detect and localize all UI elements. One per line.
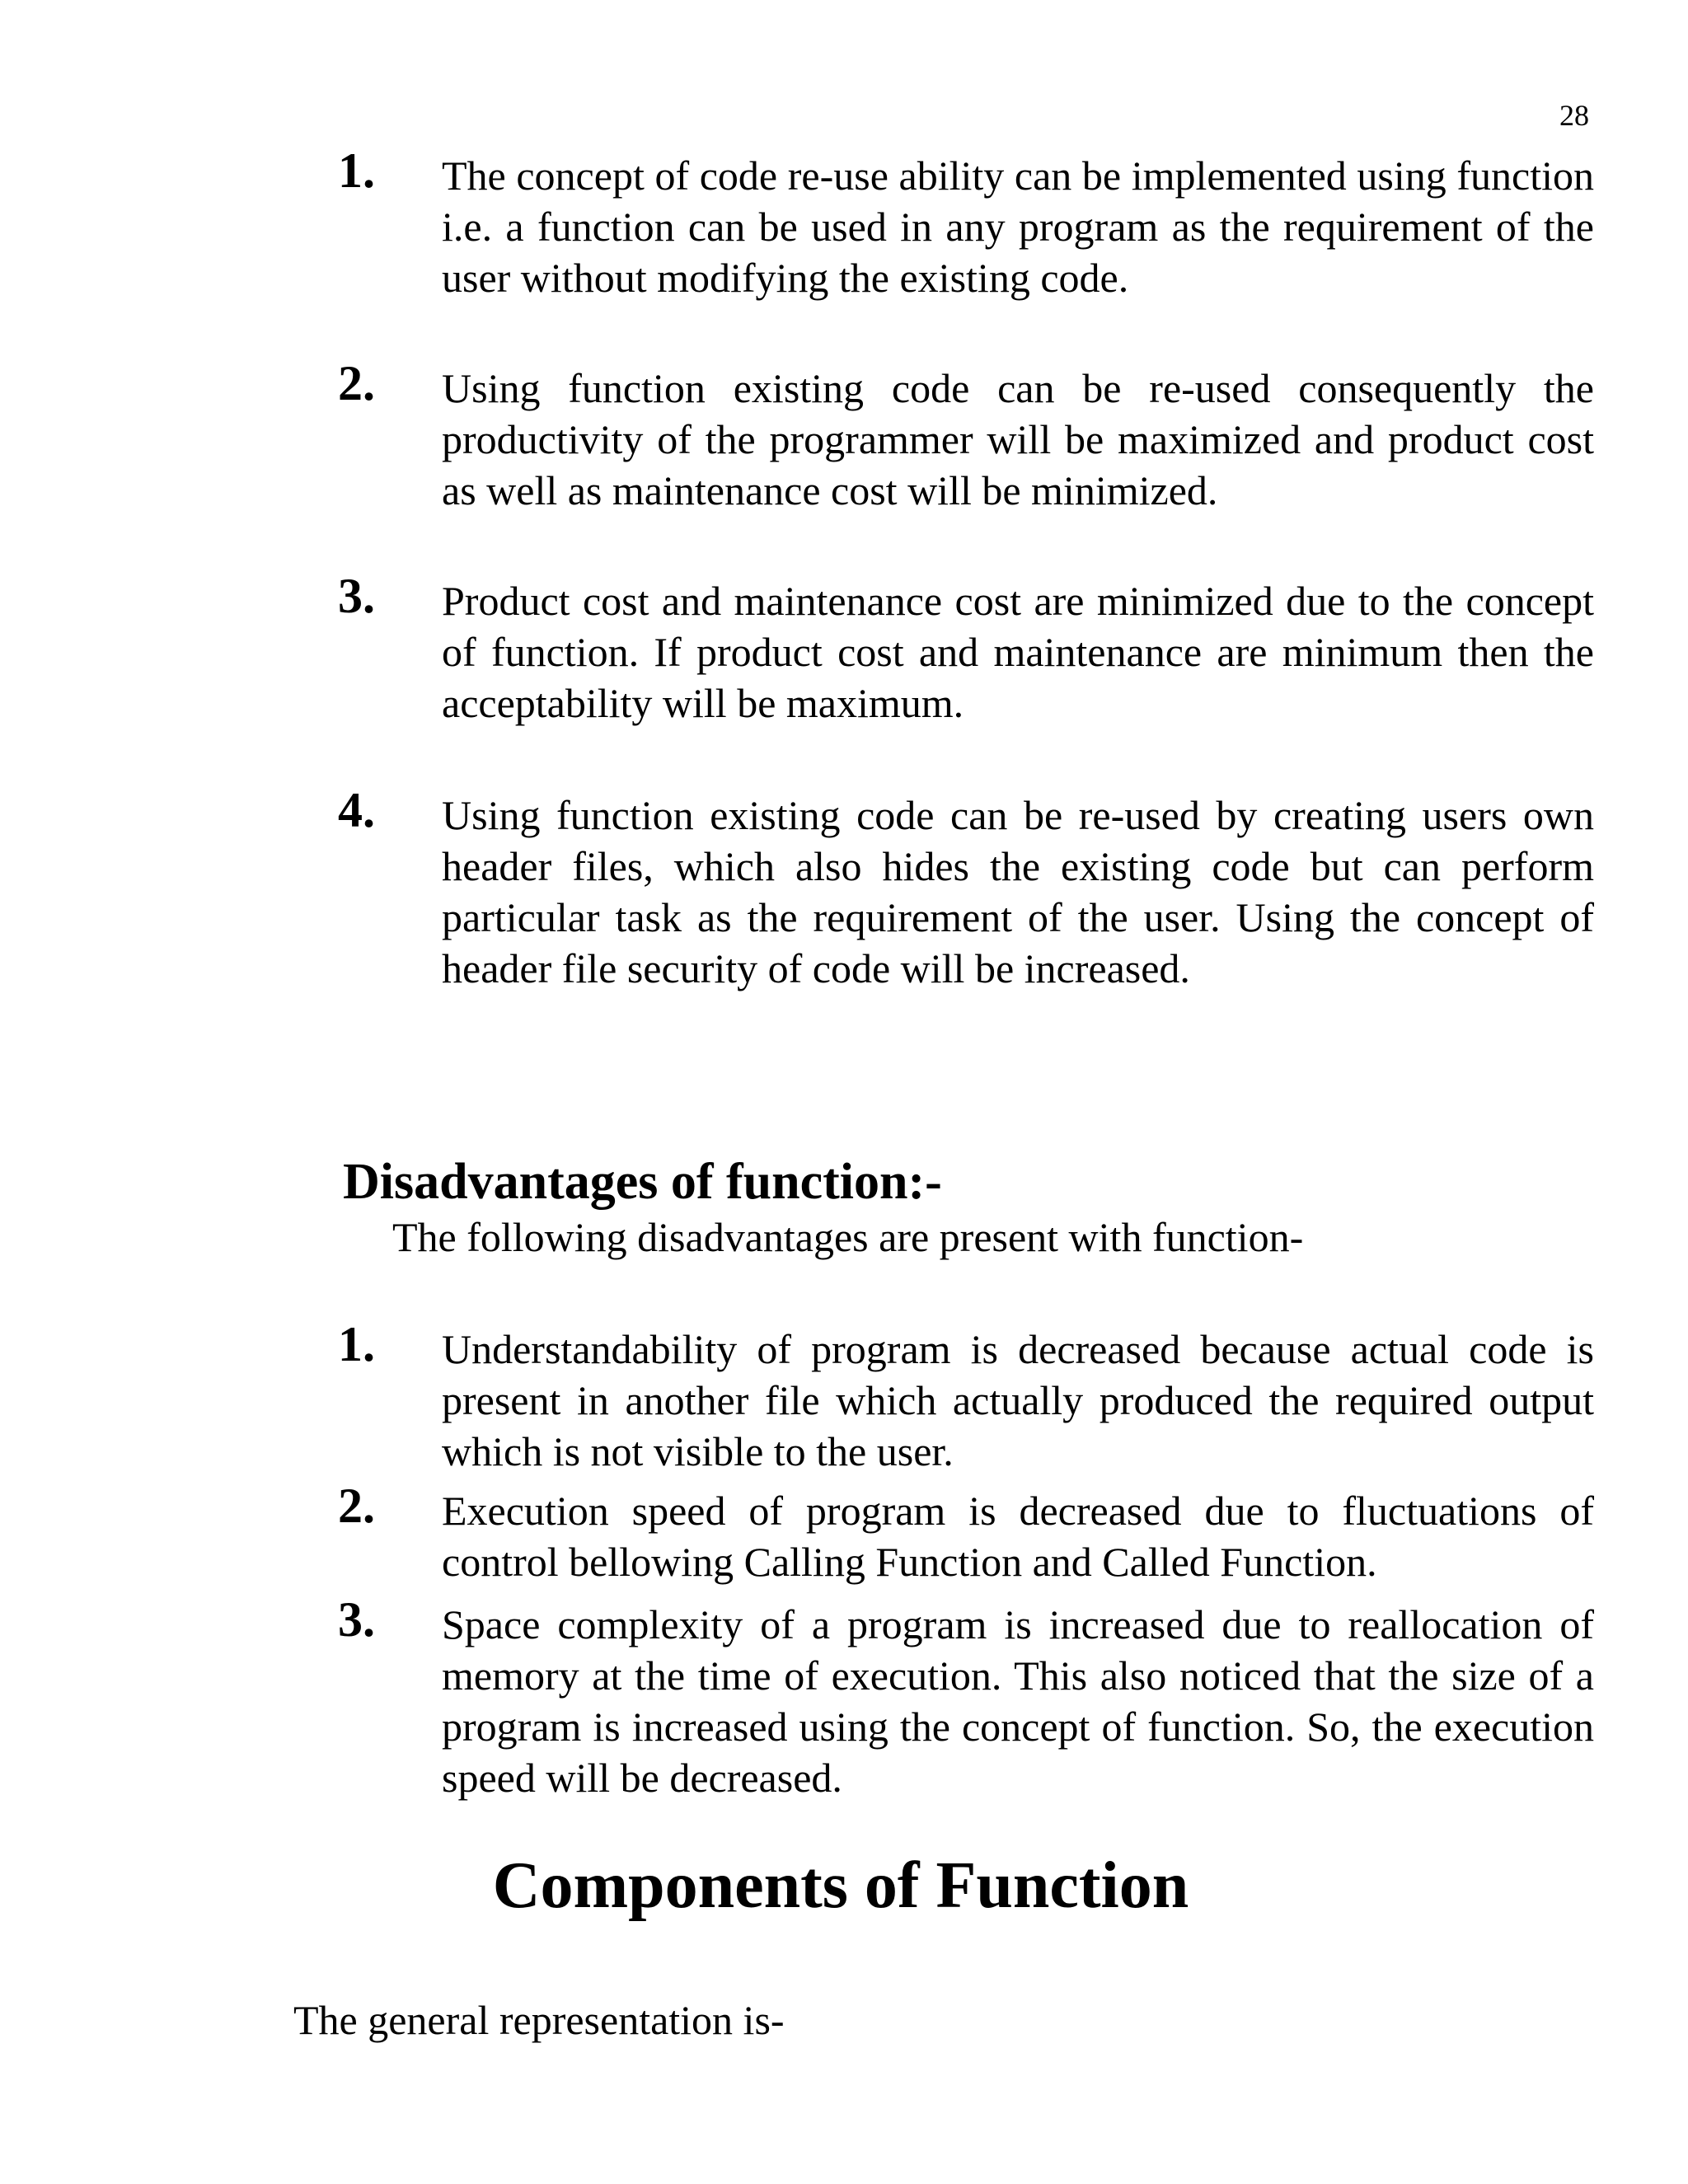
general-representation-text: The general representation is- [293, 1997, 785, 2043]
item-number: 1. [338, 1317, 375, 1371]
item-number: 3. [338, 1592, 375, 1647]
item-number: 4. [338, 783, 375, 837]
disadvantages-intro: The following disadvantages are present with function- [392, 1214, 1304, 1260]
item-text: Understandability of program is decreased because actual code is present in another file which actually produced the required output which is not visible to the user. [442, 1326, 1594, 1474]
item-text: Product cost and maintenance cost are minimized due to the concept of function. If product cost and maintenance are minimum then the acceptability will be maximum. [442, 578, 1594, 726]
item-text: Execution speed of program is decreased due to fluctuations of control bellowing Calling Function and Called Function. [442, 1488, 1594, 1585]
section-title-text: Components of Function [492, 1849, 1189, 1922]
item-text: Using function existing code can be re-used by creating users own header files, which also hides the existing code but can perform particular task as the requirement of the user. Using the concept of header file security of code will be increased. [442, 792, 1594, 991]
item-text: Using function existing code can be re-used consequently the productivity of the programmer will be maximized and product cost as well as maintenance cost will be minimized. [442, 365, 1594, 513]
page-number: 28 [1559, 99, 1589, 132]
item-number: 2. [338, 1479, 375, 1533]
section-title [0, 1846, 1688, 1925]
item-text: The concept of code re-use ability can be implemented using function i.e. a function can be used in any program as the requirement of the user without modifying the existing code. [442, 152, 1594, 301]
item-number: 3. [338, 569, 375, 623]
item-number: 2. [338, 356, 375, 410]
item-text: Space complexity of a program is increased due to reallocation of memory at the time of execution. This also noticed that the size of a program is increased using the concept of function. So, the execution speed will be decreased. [442, 1601, 1594, 1801]
item-number: 1. [338, 143, 375, 198]
disadvantages-heading: Disadvantages of function:- [343, 1154, 942, 1210]
